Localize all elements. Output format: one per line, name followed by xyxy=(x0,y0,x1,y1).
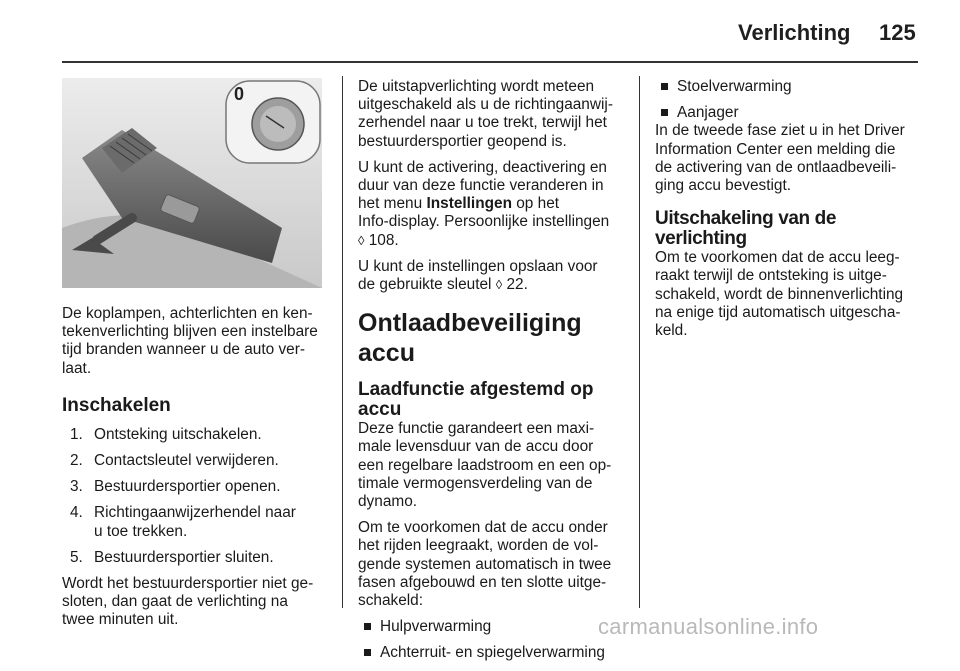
page-header xyxy=(0,0,960,62)
steps-list xyxy=(62,426,332,567)
outro-line: twee minuten uit. xyxy=(62,611,179,629)
stalk-illustration xyxy=(62,78,322,288)
column-2 xyxy=(358,78,633,671)
column-divider-2 xyxy=(639,76,640,608)
page-reference: 22. xyxy=(502,276,528,294)
paragraph-leegraakt xyxy=(358,519,633,610)
text-line: De uitstapverlichting wordt meteen xyxy=(358,78,595,95)
step-text: Richtingaanwijzerhendel naar xyxy=(94,504,296,522)
chapter-heading: Ontlaadbeveiliging accu xyxy=(358,309,582,368)
bullet-square-icon xyxy=(364,623,371,630)
text-line: schakeld: xyxy=(358,592,424,610)
list-item xyxy=(364,618,633,636)
step-text: Contactsleutel verwijderen. xyxy=(94,452,279,470)
paragraph-laadfunctie xyxy=(358,420,633,511)
text-line: de activering van de ontlaadbeveili- xyxy=(655,158,897,176)
text-line: gende systemen automatisch in twee xyxy=(358,555,612,573)
text-line: de gebruikte sleutel xyxy=(358,276,496,294)
text-line: Information Center een melding die xyxy=(655,140,896,158)
text-line: U kunt de instellingen opslaan voor xyxy=(358,257,598,275)
text-line: Deze functie garandeert een maxi- xyxy=(358,420,595,438)
list-item xyxy=(364,644,633,662)
text-line: uitgeschakeld als u de richtingaanwij- xyxy=(358,96,613,114)
step-text: Ontsteking uitschakelen. xyxy=(94,425,262,443)
text-line: Om te voorkomen dat de accu leeg- xyxy=(655,249,900,267)
text-line: fasen afgebouwd en ten slotte uitge- xyxy=(358,573,607,591)
section-heading-uitschakeling: Uitschakeling van de verlichting xyxy=(655,208,837,250)
sub-heading: Laadfunctie afgestemd op accu xyxy=(358,379,594,421)
text-line: keld. xyxy=(655,322,688,340)
text-line: In de tweede fase ziet u in het Driver xyxy=(655,122,905,140)
text-line: na enige tijd automatisch uitgescha- xyxy=(655,303,901,321)
bullet-text: Stoelverwarming xyxy=(677,78,792,95)
list-item xyxy=(70,549,332,567)
page-number: 125 xyxy=(879,20,916,45)
bullet-square-icon xyxy=(661,83,668,90)
text-line: timale vermogensverdeling van de xyxy=(358,474,593,492)
paragraph-tweede-fase xyxy=(655,122,925,195)
outro-paragraph xyxy=(62,575,332,630)
text-line: dynamo. xyxy=(358,493,418,511)
column-3 xyxy=(655,78,925,340)
page-reference-icon: ◊ xyxy=(495,277,503,293)
column-divider-1 xyxy=(342,76,343,608)
text-line: schakeld, wordt de binnenverlichting xyxy=(655,285,904,303)
header-rule xyxy=(62,61,918,63)
intro-line: De koplampen, achterlichten en ken- xyxy=(62,305,313,322)
step-text: Bestuurdersportier sluiten. xyxy=(94,548,274,566)
page-reference: 108. xyxy=(364,231,399,249)
outro-line: Wordt het bestuurdersportier niet ge- xyxy=(62,575,314,593)
text-line: op het xyxy=(511,195,560,213)
step-number: 4. xyxy=(70,504,83,522)
text-line: raakt terwijl de ontsteking is uitge- xyxy=(655,267,887,285)
intro-line: tijd branden wanneer u de auto ver- xyxy=(62,341,305,359)
bullet-text: Achterruit- en spiegelverwarming xyxy=(380,644,605,662)
paragraph-uitschakeling xyxy=(655,249,925,340)
list-item xyxy=(70,504,332,540)
text-line: zerhendel naar u toe trekt, terwijl het xyxy=(358,114,607,132)
text-line: Om te voorkomen dat de accu onder xyxy=(358,519,608,537)
paragraph-uitstapverlichting xyxy=(358,78,633,151)
text-line: male levensduur van de accu door xyxy=(358,438,594,456)
bullet-list xyxy=(655,78,925,122)
paragraph-opslaan xyxy=(358,258,633,294)
bullet-list xyxy=(358,618,633,662)
step-number: 2. xyxy=(70,452,83,470)
column-1 xyxy=(62,305,332,630)
paragraph-instellingen xyxy=(358,159,633,250)
step-text: Bestuurdersportier openen. xyxy=(94,478,281,496)
bullet-square-icon xyxy=(661,109,668,116)
step-number: 1. xyxy=(70,425,83,443)
intro-paragraph xyxy=(62,305,332,378)
list-item xyxy=(70,478,332,496)
step-number: 5. xyxy=(70,548,83,566)
text-line: bestuurdersportier geopend is. xyxy=(358,132,567,150)
dial-zero-label: 0 xyxy=(234,84,245,104)
text-line: het rijden leegraakt, worden de vol- xyxy=(358,537,599,555)
text-line: U kunt de activering, deactivering en xyxy=(358,158,607,176)
intro-line: tekenverlichting blijven een instelbare xyxy=(62,323,318,341)
outro-line: sloten, dan gaat de verlichting na xyxy=(62,593,288,611)
menu-reference: Instellingen xyxy=(426,195,512,213)
text-line: duur van deze functie veranderen in xyxy=(358,177,604,195)
text-line: het menu xyxy=(358,195,427,213)
list-item xyxy=(70,426,332,444)
step-text: u toe trekken. xyxy=(94,522,188,540)
intro-line: laat. xyxy=(62,359,92,377)
text-line: ging accu bevestigt. xyxy=(655,177,792,195)
text-line: Info-display. Persoonlijke instellingen xyxy=(358,213,610,231)
watermark: carmanualsonline.info xyxy=(598,614,819,639)
list-item xyxy=(661,78,925,96)
section-heading-inschakelen: Inschakelen xyxy=(62,394,171,416)
text-line: een regelbare laadstroom en een op- xyxy=(358,456,612,474)
list-item xyxy=(661,104,925,122)
page-reference-icon: ◊ xyxy=(358,232,365,248)
bullet-text: Aanjager xyxy=(677,104,739,122)
turn-signal-lever-drawing xyxy=(62,78,322,288)
bullet-square-icon xyxy=(364,649,371,656)
bullet-text: Hulpverwarming xyxy=(380,618,492,636)
list-item xyxy=(70,452,332,470)
page-title: Verlichting xyxy=(738,20,851,45)
step-number: 3. xyxy=(70,478,83,496)
